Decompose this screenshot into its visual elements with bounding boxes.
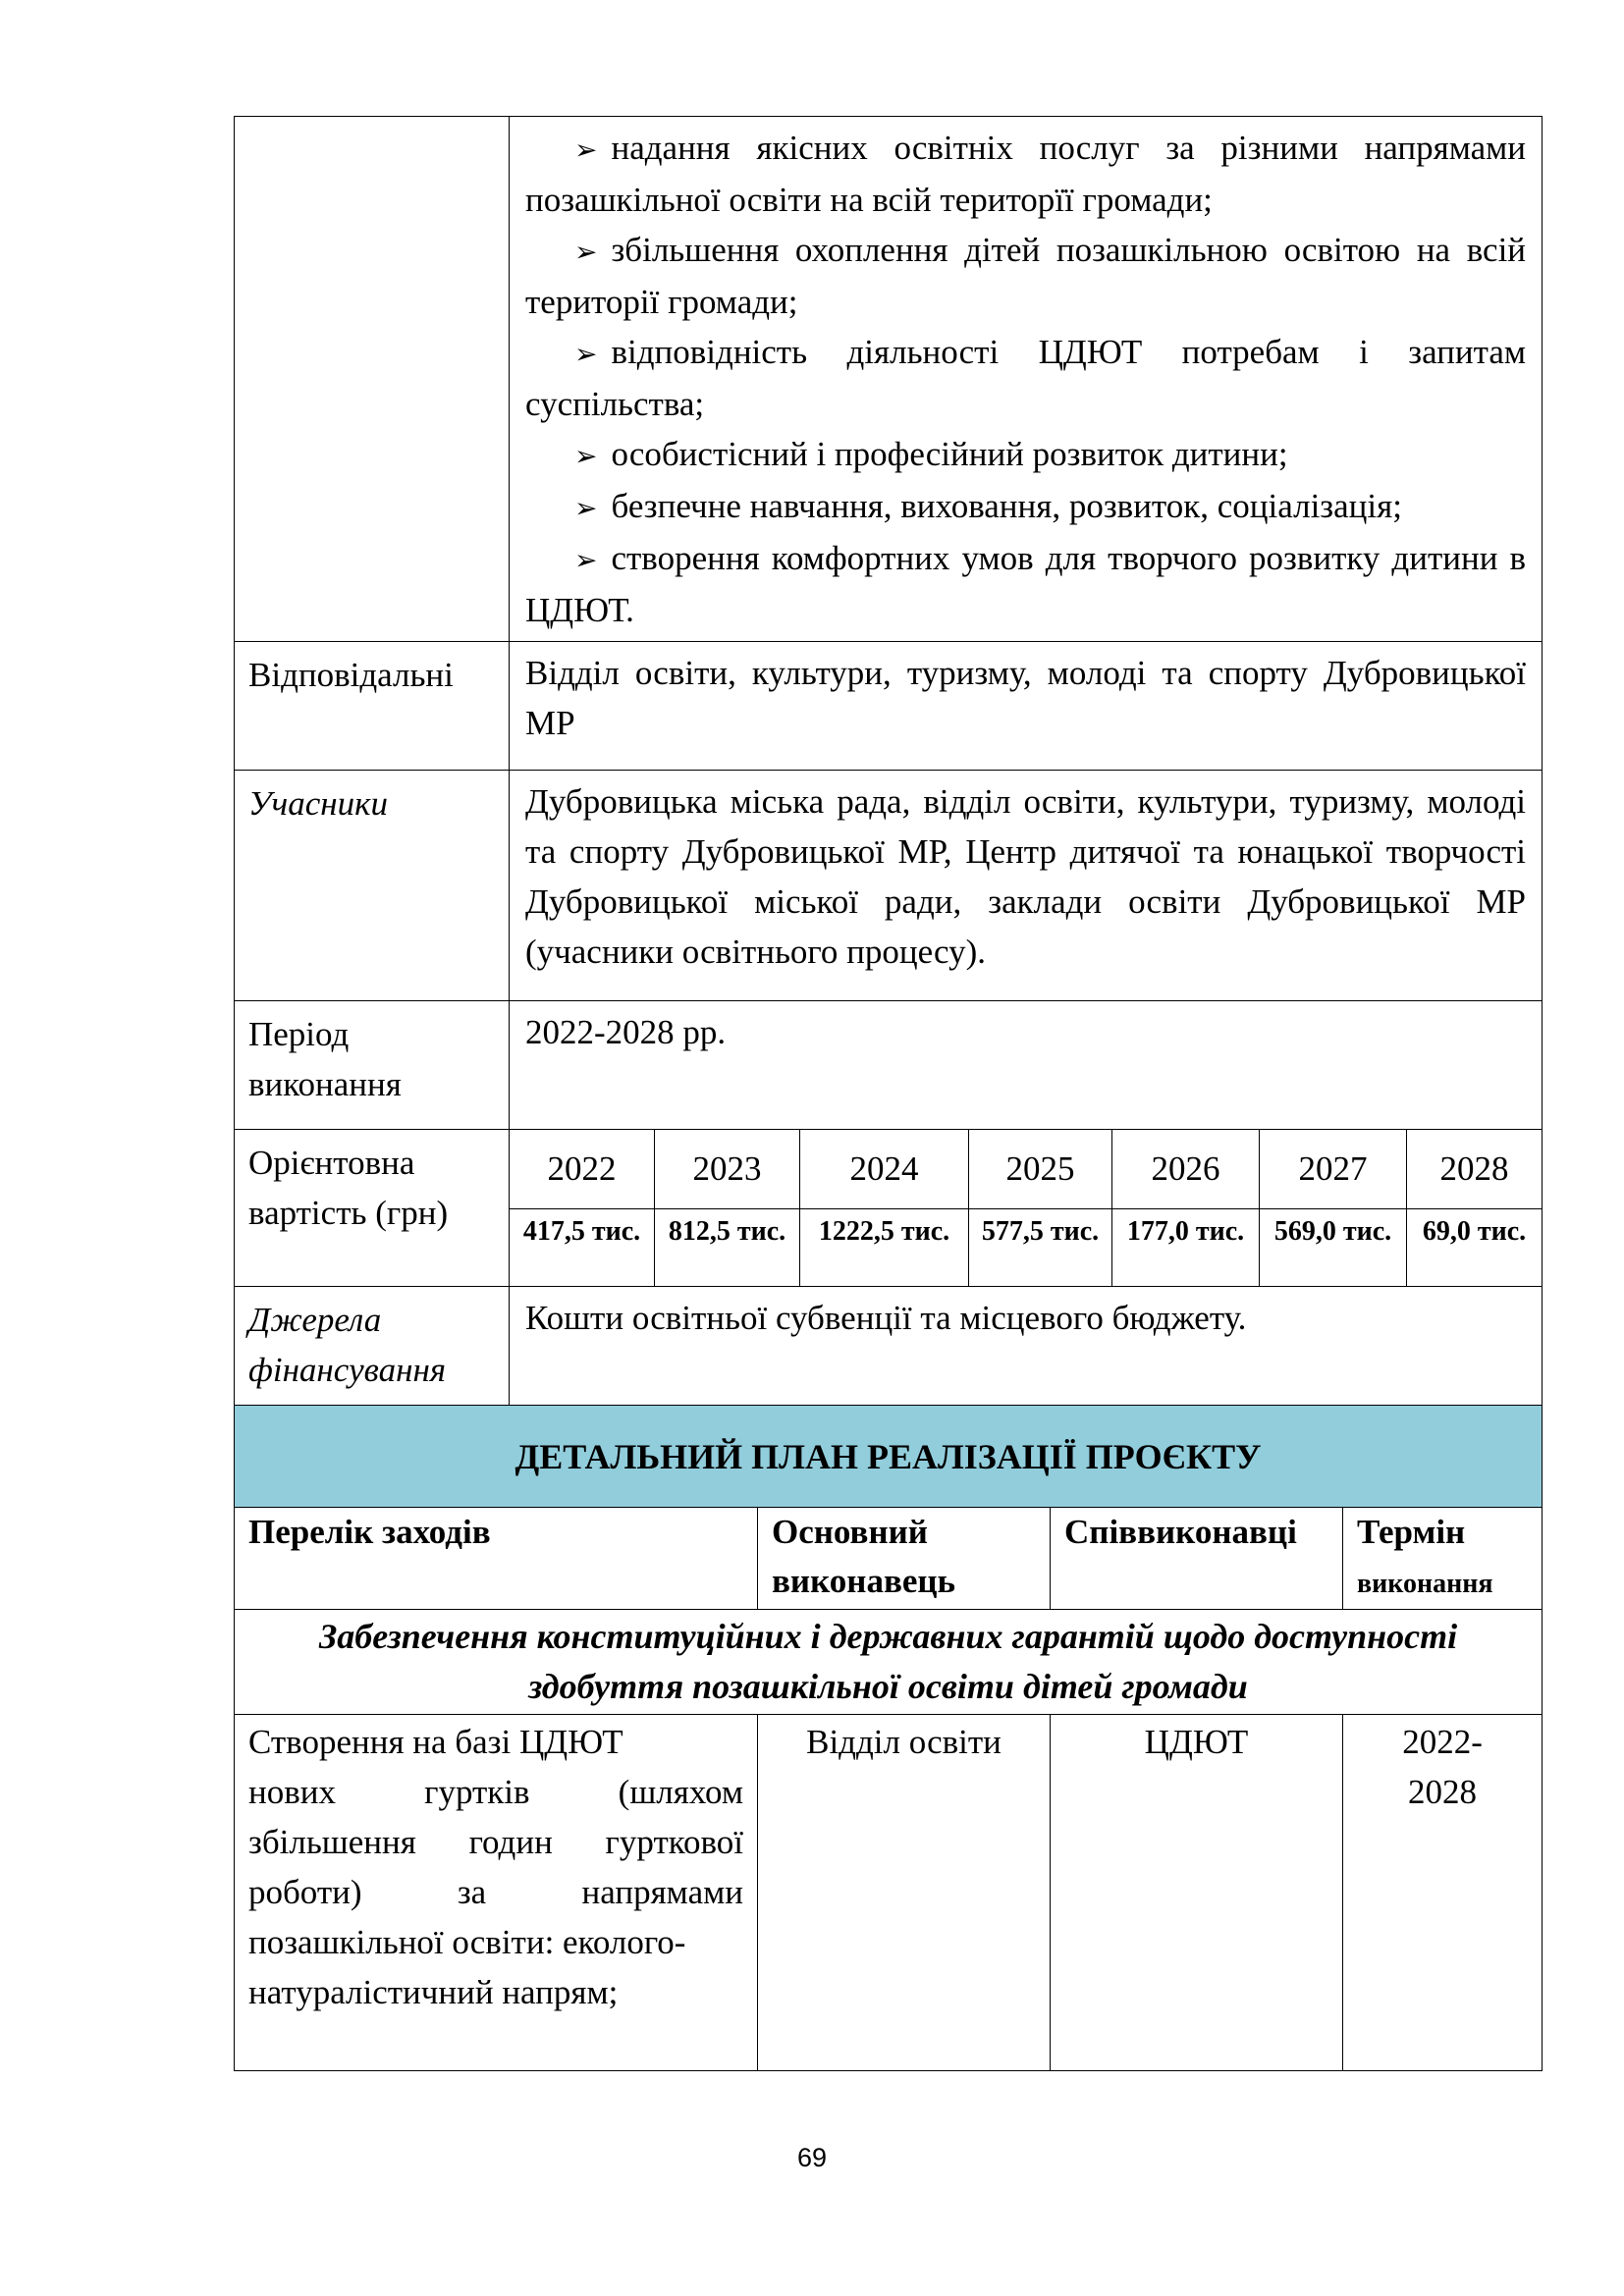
goal-item: ➢ відповідність діяльності ЦДЮТ потребам і запитам суспільства; [525,333,1527,423]
goal-item: ➢ збільшення охоплення дітей позашкільною освітою на всій території громади; [525,231,1527,321]
responsible-label: Відповідальні [235,642,510,771]
responsible-value: Відділ освіти, культури, туризму, молоді та спорту Дубровицької МР [510,642,1543,771]
page-number: 69 [796,2143,828,2172]
sources-row [235,1287,1543,1415]
section-title: Забезпечення конституційних і державних гарантій щодо доступності здобуття позашкільної освіти дітей громади [235,1610,1543,1715]
cost-amount: 177,0 тис. [1112,1209,1260,1287]
arrow-bullet-icon: ➢ [574,544,598,576]
plan-header-row [235,1508,1543,1610]
header-main-executor: Основний виконавець [758,1508,1051,1610]
header-measures: Перелік заходів [235,1508,758,1610]
goal-item: ➢ безпечне навчання, виховання, розвиток, соціалізація; [574,487,1402,525]
plan-banner-row [235,1406,1543,1508]
cost-year: 2025 [969,1130,1112,1209]
cost-amount: 1222,5 тис. [800,1209,969,1287]
cost-year: 2027 [1260,1130,1407,1209]
cost-amount: 577,5 тис. [969,1209,1112,1287]
header-term [1343,1508,1543,1610]
cost-year: 2023 [655,1130,800,1209]
cost-amount: 417,5 тис. [510,1209,655,1287]
measure-cell [235,1715,758,2071]
sources-value: Кошти освітньої субвенції та місцевого бюджету. [510,1287,1543,1415]
cost-years-row [235,1130,1543,1209]
goal-item: ➢ надання якісних освітніх послуг за різними напрямами позашкільної освіти на всій територїї громади; [525,129,1527,219]
goals-list [510,117,1543,642]
header-co-executors: Співвиконавці [1051,1508,1343,1610]
measure-line-3: позашкільної освіти: еколого-натуралістичний напрям; [248,1923,686,2011]
period-label: Період виконання [235,1001,510,1130]
term-cell: 2022-2028 [1343,1715,1543,2071]
cost-label: Орієнтовна вартість (грн) [235,1130,510,1287]
arrow-bullet-icon: ➢ [574,338,598,370]
cost-year: 2022 [510,1130,655,1209]
cost-amount: 69,0 тис. [1407,1209,1543,1287]
main-executor-cell: Відділ освіти [758,1715,1051,2071]
goal-item: ➢ створення комфортних умов для творчого розвитку дитини в ЦДЮТ. [525,539,1527,629]
period-value: 2022-2028 рр. [510,1001,1543,1130]
cost-year: 2024 [800,1130,969,1209]
cost-year: 2028 [1407,1130,1543,1209]
measure-line-2: нових гуртків (шляхом збільшення годин гурткової роботи) за напрямами [248,1773,743,1911]
responsible-row [235,642,1543,771]
sources-label: Джерела фінансування [235,1287,510,1415]
participants-row [235,771,1543,1001]
plan-title: ДЕТАЛЬНИЙ ПЛАН РЕАЛІЗАЦІЇ ПРОЄКТУ [235,1406,1543,1508]
goals-label-cell [235,117,510,642]
cost-amount: 812,5 тис. [655,1209,800,1287]
goal-item: ➢ особистісний і професійний розвиток дитини; [574,435,1288,473]
measure-line-1: Створення на базі ЦДЮТ [248,1723,623,1761]
plan-row [235,1715,1543,2071]
participants-label: Учасники [235,771,510,1001]
project-passport-table [234,116,1543,1415]
header-term-sublabel: виконання [1357,1569,1493,1599]
period-row [235,1001,1543,1130]
arrow-bullet-icon: ➢ [574,440,598,472]
arrow-bullet-icon: ➢ [574,492,598,524]
arrow-bullet-icon: ➢ [574,133,598,166]
co-executor-cell: ЦДЮТ [1051,1715,1343,2071]
implementation-plan-table [234,1405,1543,2071]
header-term-label: Термін [1357,1513,1466,1551]
participants-value: Дубровицька міська рада, відділ освіти, культури, туризму, молоді та спорту Дубровицької МР, Центр дитячої та юнацької творчості Дубровицької міської ради, заклади освіти Дубровицької МР (учасники освітнього процесу). [510,771,1543,1001]
cost-amount: 569,0 тис. [1260,1209,1407,1287]
arrow-bullet-icon: ➢ [574,236,598,268]
cost-year: 2026 [1112,1130,1260,1209]
plan-section-row [235,1610,1543,1715]
goals-row [235,117,1543,642]
